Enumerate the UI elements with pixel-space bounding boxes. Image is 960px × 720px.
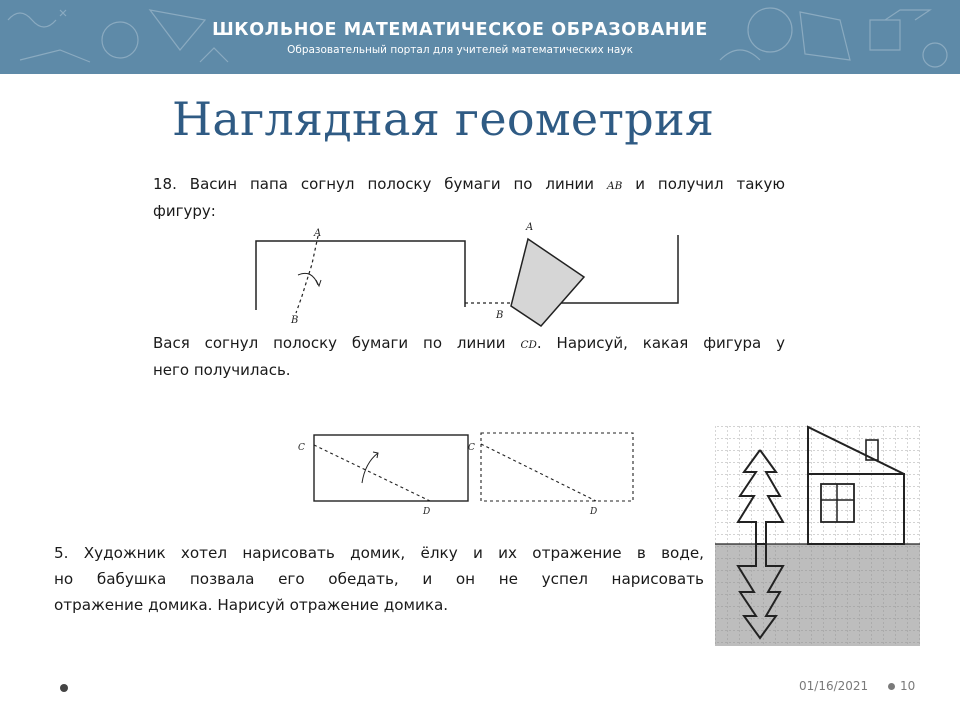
page-title: Наглядная геометрия [172, 92, 715, 146]
fold-line-ab [296, 236, 318, 313]
portal-subtitle: Образовательный портал для учителей математических наук [287, 44, 633, 56]
task18-question-line2: него получилась. [153, 361, 291, 379]
water-area [715, 544, 920, 646]
task5-line2: но бабушка позвала его обедать, и он не успел нарисовать [54, 570, 704, 588]
line-cd-left [314, 445, 430, 501]
portal-title: ШКОЛЬНОЕ МАТЕМАТИЧЕСКОЕ ОБРАЗОВАНИЕ [212, 20, 708, 40]
label-b-left: B [291, 315, 299, 326]
strip-left-part [256, 241, 465, 310]
grid-background [715, 426, 920, 646]
line-cd-right [481, 444, 596, 501]
page-number: 10 [900, 679, 916, 693]
label-d-right: D [590, 507, 598, 517]
label-c-left: C [298, 443, 305, 453]
strip-right-part [547, 235, 678, 303]
task18-question-line1: Вася согнул полоску бумаги по линии CD. Нарисуй, какая фигура у [153, 334, 786, 352]
footer-date: 01/16/2021 [799, 679, 869, 693]
house-wall [808, 474, 904, 544]
task5-line1: 5. Художник хотел нарисовать домик, ёлку и их отражение в воде, [54, 544, 704, 562]
label-c-right: C [468, 443, 475, 453]
task18-question [153, 331, 785, 383]
folded-flap [511, 239, 584, 326]
var-cd: CD [520, 339, 537, 351]
header-banner [0, 0, 960, 74]
fir-tree-reflection [738, 544, 783, 638]
strip-cd-left [314, 435, 468, 501]
house-roof [808, 427, 904, 474]
label-b-right: B [496, 310, 504, 321]
house-chimney [866, 440, 878, 460]
task18-line2: фигуру: [153, 202, 216, 220]
var-ab: AB [607, 180, 623, 192]
label-a-right: A [526, 222, 534, 233]
footer-separator [888, 683, 895, 690]
fold-arrow [298, 273, 318, 285]
label-d-left: D [423, 507, 431, 517]
task18-line1: 18. Васин папа согнул полоску бумаги по линии AB и получил такую [153, 175, 785, 193]
fir-tree [738, 450, 783, 544]
task5-statement [54, 540, 704, 618]
footer-bullet [60, 684, 68, 692]
label-a-left: A [314, 228, 322, 239]
task5-line3: отражение домика. Нарисуй отражение домика. [54, 596, 449, 614]
task18-statement [153, 172, 785, 224]
strip-cd-right [481, 433, 633, 501]
house-window [821, 484, 854, 522]
